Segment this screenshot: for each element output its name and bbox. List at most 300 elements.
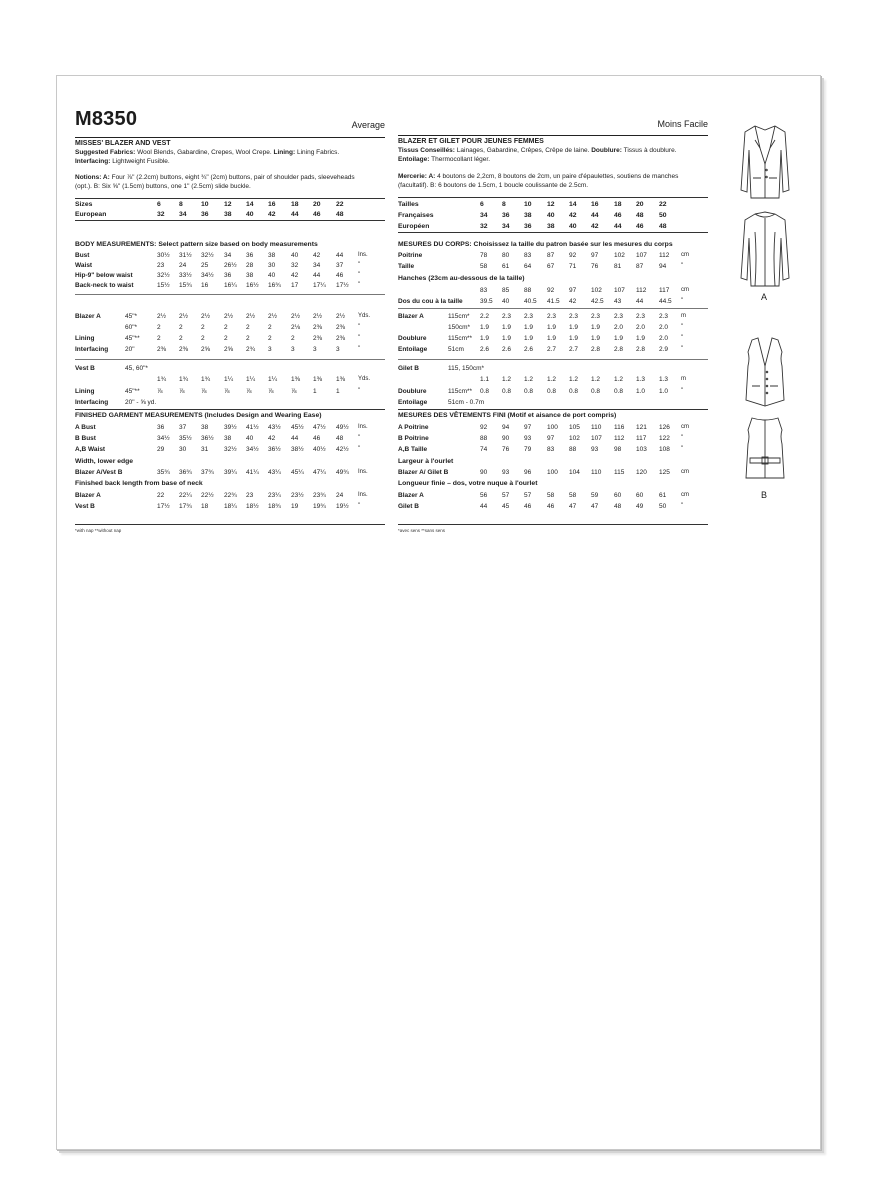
european-row-value: 38 xyxy=(224,211,232,218)
yardage-row-value: 2 xyxy=(246,335,250,342)
interfacing-label-fr: Entoilage: xyxy=(398,155,430,163)
finished-row-value: 45½ xyxy=(291,424,304,431)
yardage-row-fr-fabric-width: 51cm xyxy=(448,346,464,353)
body-row-value: 42 xyxy=(291,272,299,279)
finished-row-fr-value: 97 xyxy=(524,424,532,431)
garment-title-fr: BLAZER ET GILET POUR JEUNES FEMMES xyxy=(398,135,708,145)
length-row-fr-value: 49 xyxy=(636,503,644,510)
yardage-row-value: 2⅜ xyxy=(336,335,346,342)
body-row-fr-value: 80 xyxy=(502,252,510,259)
yardage-row-value: 2 xyxy=(246,324,250,331)
european-row-value: 34 xyxy=(179,211,187,218)
length-row-fr-value: 50 xyxy=(659,503,667,510)
hip-row-fr-value: 92 xyxy=(547,287,555,294)
yardage-row-fr-label: Entoilage xyxy=(398,346,428,353)
yardage-row-value: 2 xyxy=(179,324,183,331)
notions-line1: Four ⅞" (2.2cm) buttons, eight ¾" (2cm) buttons, pair of shoulder pads, sleeveheads xyxy=(111,174,355,181)
yardage-row-fr-value: 2.7 xyxy=(547,346,557,353)
length-row-fr-label: Blazer A xyxy=(398,492,424,499)
yardage-row-fr-value: 1.9 xyxy=(591,324,601,331)
body-row-value: 30 xyxy=(268,262,276,269)
lining-label-fr: Doublure: xyxy=(591,147,622,154)
length-row-value: 18 xyxy=(201,503,209,510)
hip-header-fr: Hanches (23cm au-dessous de la taille) xyxy=(398,275,525,282)
finished-row-value: 36 xyxy=(157,424,165,431)
finished-row-value: 39½ xyxy=(224,424,237,431)
finished-row-unit: " xyxy=(358,446,361,452)
width-row-value: 47¼ xyxy=(313,469,326,476)
yardage-row-value: 2⅝ xyxy=(201,346,211,353)
width-row-value: 35¾ xyxy=(157,469,170,476)
body-row-value: 23 xyxy=(157,262,165,269)
europeen-row-value: 34 xyxy=(502,223,510,230)
body-row-value: 15½ xyxy=(157,282,170,289)
width-row-label: Blazer A/Vest B xyxy=(75,469,123,476)
length-row-value: 22 xyxy=(157,492,165,499)
body-row-value: 37 xyxy=(336,262,344,269)
finished-row-fr xyxy=(398,434,708,443)
difficulty-level-fr: Moins Facile xyxy=(657,119,708,129)
finished-row-value: 35½ xyxy=(179,435,192,442)
body-row-value: 34 xyxy=(224,252,232,259)
body-row-value: 32 xyxy=(291,262,299,269)
vest-values-row-value: 1¾ xyxy=(179,376,189,383)
body-row-value: 28 xyxy=(246,262,254,269)
tailles-row xyxy=(398,200,708,209)
yardage-row-fr-value: 2.3 xyxy=(524,313,534,320)
yardage-row-value: 2⅜ xyxy=(313,335,323,342)
finished-row-fr-value: 105 xyxy=(569,424,580,431)
sizes-row-label: Sizes xyxy=(75,201,93,208)
gilet-values-row-fr-value: 1.2 xyxy=(547,376,557,383)
vest-row-label: Vest B xyxy=(75,365,95,372)
length-row-value: 18¾ xyxy=(268,503,281,510)
yardage-row-fr-value: 1.9 xyxy=(524,335,534,342)
francaises-row-value: 44 xyxy=(591,212,599,219)
yardage-row-fabric-width: 45"* xyxy=(125,313,138,320)
yardage-row-fr-label: Blazer A xyxy=(398,313,424,320)
yardage-row-fr-value: 1.9 xyxy=(636,335,646,342)
yardage-row-fr-value: 2.7 xyxy=(569,346,579,353)
width-row-value: 37¾ xyxy=(201,469,214,476)
length-row-fr-label: Gilet B xyxy=(398,503,419,510)
vest-values-row-unit: Yds. xyxy=(358,376,371,382)
yardage-row-value: 2 xyxy=(268,324,272,331)
finished-row-value: 31 xyxy=(201,446,209,453)
finished-row-value: 30 xyxy=(179,446,187,453)
hip-row-fr-value: 117 xyxy=(659,287,670,294)
width-row-value: 43¼ xyxy=(268,469,281,476)
body-row-fr-value: 58 xyxy=(480,263,488,270)
length-row-fr-value: 57 xyxy=(524,492,532,499)
width-row-fr-value: 100 xyxy=(547,469,558,476)
body-row-unit: Ins. xyxy=(358,252,368,258)
body-row-value: 30½ xyxy=(157,252,170,259)
yardage-row-value: 3 xyxy=(313,346,317,353)
bottom-rule-fr xyxy=(398,524,708,525)
yardage-row-value: 2 xyxy=(157,335,161,342)
body-row-unit: " xyxy=(358,282,361,288)
notions-label-fr: Mercerie: A: xyxy=(398,173,436,180)
length-row-value: 24 xyxy=(336,492,344,499)
finished-row-value: 36½ xyxy=(268,446,281,453)
interfacing-text: Lightweight Fusible. xyxy=(112,157,170,165)
width-row-fr-value: 104 xyxy=(569,469,580,476)
yardage-row-fr-value: 2.6 xyxy=(524,346,534,353)
body-row-value: 17½ xyxy=(336,282,349,289)
yardage-row-fr-value: 1.9 xyxy=(480,324,490,331)
europeen-row-value: 44 xyxy=(614,223,622,230)
finished-row-fr-value: 83 xyxy=(547,446,555,453)
length-row-fr-value: 45 xyxy=(502,503,510,510)
yardage-row-value: 2⅜ xyxy=(157,346,167,353)
yardage-row-fr-value: 1.9 xyxy=(524,324,534,331)
yardage-row-fr xyxy=(398,345,708,354)
gilet-values-row-fr-value: 1.2 xyxy=(569,376,579,383)
europeen-row-value: 42 xyxy=(591,223,599,230)
body-row-fr-value: 83 xyxy=(524,252,532,259)
gilet-doublure-row-fr-value: 0.8 xyxy=(591,388,601,395)
finished-row-value: 38½ xyxy=(291,446,304,453)
finished-row xyxy=(75,445,385,454)
yardage-row-fr-unit: " xyxy=(681,324,684,330)
gilet-values-row-fr-value: 1.2 xyxy=(502,376,512,383)
fabrics-text: Wool Blends, Gabardine, Crepes, Wool Crepe. xyxy=(137,149,272,156)
francaises-row xyxy=(398,211,708,220)
yardage-row xyxy=(75,323,385,332)
body-row-fr-value: 64 xyxy=(524,263,532,270)
finished-measurements-header-fr: MESURES DES VÊTEMENTS FINI (Motif et aisance de port compris) xyxy=(398,412,617,419)
back-row-fr-value: 44 xyxy=(636,298,644,305)
yardage-row-fr xyxy=(398,312,708,321)
finished-row-fr-unit: cm xyxy=(681,424,689,430)
europeen-row-value: 48 xyxy=(659,223,667,230)
yardage-row-fr-value: 2.3 xyxy=(614,313,624,320)
width-row-fr-value: 93 xyxy=(502,469,510,476)
gilet-entoilage-row-fr-fabric-width: 51cm - 0.7m xyxy=(448,399,485,406)
yardage-row-value: 2½ xyxy=(246,313,256,320)
europeen-row-value: 40 xyxy=(569,223,577,230)
finished-row-fr-value: 112 xyxy=(614,435,625,442)
yardage-row-fr-value: 2.6 xyxy=(502,346,512,353)
body-row-fr-value: 81 xyxy=(614,263,622,270)
back-row-fr-value: 41.5 xyxy=(547,298,560,305)
length-row-value: 23¾ xyxy=(313,492,326,499)
gilet-row-fr-label: Gilet B xyxy=(398,365,419,372)
finished-row-fr-value: 97 xyxy=(547,435,555,442)
yardage-row-fr-value: 2.2 xyxy=(480,313,490,320)
gilet-doublure-row-fr-value: 0.8 xyxy=(547,388,557,395)
tailles-row-value: 6 xyxy=(480,201,484,208)
francaises-row-value: 50 xyxy=(659,212,667,219)
finished-row-value: 47½ xyxy=(313,424,326,431)
width-row-fr-value: 110 xyxy=(591,469,602,476)
back-row-fr-value: 39.5 xyxy=(480,298,493,305)
length-row-fr-value: 58 xyxy=(569,492,577,499)
body-row-value: 32½ xyxy=(157,272,170,279)
body-row-fr-value: 71 xyxy=(569,263,577,270)
body-row-fr xyxy=(398,262,708,271)
length-row-fr-value: 59 xyxy=(591,492,599,499)
back-row-fr-value: 40.5 xyxy=(524,298,537,305)
gilet-values-row-fr-value: 1.2 xyxy=(614,376,624,383)
footnote-fr: *avec sens **sans sens xyxy=(398,528,446,533)
vest-rule-fr xyxy=(398,359,708,360)
view-b-label: B xyxy=(761,490,768,500)
lining-label: Lining: xyxy=(273,149,296,156)
finished-row-fr-label: A,B Taille xyxy=(398,446,428,453)
yardage-row-fr-value: 2.3 xyxy=(502,313,512,320)
yardage-row-value: 3 xyxy=(291,346,295,353)
finished-row-value: 49½ xyxy=(336,424,349,431)
length-row-fr-value: 44 xyxy=(480,503,488,510)
vest-values-row xyxy=(75,375,385,384)
length-row-fr-value: 46 xyxy=(524,503,532,510)
sizes-row-value: 22 xyxy=(336,201,344,208)
body-row-value: 25 xyxy=(201,262,209,269)
hip-row-fr-value: 107 xyxy=(614,287,625,294)
european-row-label: European xyxy=(75,211,107,218)
garment-title: MISSES' BLAZER AND VEST xyxy=(75,137,385,147)
finished-row-fr-value: 93 xyxy=(591,446,599,453)
vest-back-drawing xyxy=(740,414,790,486)
yardage-row xyxy=(75,334,385,343)
finished-row-label: B Bust xyxy=(75,435,96,442)
yardage-row-value: 2½ xyxy=(157,313,167,320)
gilet-values-row-fr-value: 1.3 xyxy=(636,376,646,383)
finished-row-label: A Bust xyxy=(75,424,96,431)
body-row-fr-value: 76 xyxy=(591,263,599,270)
finished-row-fr-value: 122 xyxy=(659,435,670,442)
yardage-row-value: 2 xyxy=(179,335,183,342)
yardage-row-value: 2 xyxy=(201,335,205,342)
yardage-row-fr-unit: " xyxy=(681,346,684,352)
length-row-value: 22¾ xyxy=(224,492,237,499)
sizes-row-value: 20 xyxy=(313,201,321,208)
body-row-fr-label: Taille xyxy=(398,263,415,270)
length-row-fr-value: 46 xyxy=(547,503,555,510)
yardage-row-unit: " xyxy=(358,324,361,330)
yardage-row-label: Blazer A xyxy=(75,313,101,320)
gilet-doublure-row-fr-label: Doublure xyxy=(398,388,427,395)
yardage-row-value: 2 xyxy=(157,324,161,331)
body-row-value: 34½ xyxy=(201,272,214,279)
yardage-row-fr-unit: m xyxy=(681,313,686,319)
notions-line2-fr: (facultatif). B: 6 boutons de 1.5cm, 1 boucle coulissante de 2.5cm. xyxy=(398,181,589,189)
vest-lining-row-value: ⅞ xyxy=(246,388,252,395)
fabrics-block xyxy=(75,149,385,166)
hip-row-fr-value: 112 xyxy=(636,287,647,294)
length-row-fr-value: 56 xyxy=(480,492,488,499)
notions-line1-fr: 4 boutons de 2,2cm, 8 boutons de 2cm, un paire d'épaulettes, soutiens de manches xyxy=(437,173,679,180)
length-row-label: Blazer A xyxy=(75,492,101,499)
tailles-row-value: 18 xyxy=(614,201,622,208)
fabrics-label-fr: Tissus Conseillés: xyxy=(398,147,455,154)
tailles-row-value: 14 xyxy=(569,201,577,208)
sizes-row-value: 6 xyxy=(157,201,161,208)
yardage-row-value: 2⅛ xyxy=(291,324,301,331)
length-row-value: 23 xyxy=(246,492,254,499)
sizes-top-rule-fr xyxy=(398,197,708,198)
hip-row-fr-value: 88 xyxy=(524,287,532,294)
width-row-unit: Ins. xyxy=(358,469,368,475)
body-row-fr-value: 107 xyxy=(636,252,647,259)
vest-interfacing-row xyxy=(75,398,385,407)
yardage-row-fr-fabric-width: 115cm** xyxy=(448,335,473,342)
yardage-row-value: 2 xyxy=(201,324,205,331)
body-row-value: 16½ xyxy=(246,282,259,289)
finished-row xyxy=(75,434,385,443)
body-row-value: 16¼ xyxy=(224,282,237,289)
body-row xyxy=(75,251,385,260)
francaises-row-value: 40 xyxy=(547,212,555,219)
body-row-value: 36 xyxy=(246,252,254,259)
body-row-value: 15¾ xyxy=(179,282,192,289)
gilet-entoilage-row-fr xyxy=(398,398,708,407)
body-row-value: 17 xyxy=(291,282,299,289)
yardage-row-fr-value: 2.0 xyxy=(659,324,669,331)
body-row-value: 31½ xyxy=(179,252,192,259)
vest-values-row-value: 1⅜ xyxy=(313,376,323,383)
tailles-row-value: 16 xyxy=(591,201,599,208)
body-row-label: Back-neck to waist xyxy=(75,282,134,289)
finished-row-value: 37 xyxy=(179,424,187,431)
finished-row-fr-value: 117 xyxy=(636,435,647,442)
body-row-value: 44 xyxy=(313,272,321,279)
notions-label: Notions: A: xyxy=(75,174,110,181)
pattern-number: M8350 xyxy=(75,108,138,130)
length-row-fr-unit: " xyxy=(681,503,684,509)
interfacing-label: Interfacing: xyxy=(75,157,111,165)
finished-row-label: A,B Waist xyxy=(75,446,106,453)
width-row-value: 45¼ xyxy=(291,469,304,476)
gilet-values-row-fr-value: 1.1 xyxy=(480,376,490,383)
finished-row-fr-value: 74 xyxy=(480,446,488,453)
europeen-row-value: 36 xyxy=(524,223,532,230)
length-row xyxy=(75,502,385,511)
yardage-row-fabric-width: 20" xyxy=(125,346,135,353)
finished-row-fr-value: 76 xyxy=(502,446,510,453)
body-row-value: 17¼ xyxy=(313,282,326,289)
europeen-row-value: 38 xyxy=(547,223,555,230)
tailles-row-value: 8 xyxy=(502,201,506,208)
yardage-row-fr-value: 2.9 xyxy=(659,346,669,353)
body-row xyxy=(75,281,385,290)
back-row-fr-value: 42.5 xyxy=(591,298,604,305)
pattern-sheet xyxy=(56,75,821,1150)
sizes-row-value: 14 xyxy=(246,201,254,208)
width-row-fr-value: 125 xyxy=(659,469,670,476)
vest-row-fabric-width: 45, 60"* xyxy=(125,365,148,372)
gilet-values-row-fr-value: 1.3 xyxy=(659,376,669,383)
body-row-value: 24 xyxy=(179,262,187,269)
yardage-row-value: 2⅜ xyxy=(336,324,346,331)
yardage-row-fabric-width: 45"** xyxy=(125,335,140,342)
yardage-row-fr xyxy=(398,334,708,343)
vest-lining-row-value: ⅞ xyxy=(224,388,230,395)
width-row xyxy=(75,468,385,477)
hip-row-fr-value: 97 xyxy=(569,287,577,294)
back-row-fr xyxy=(398,297,708,306)
gilet-values-row-fr-value: 1.2 xyxy=(591,376,601,383)
gilet-doublure-row-fr-value: 0.8 xyxy=(569,388,579,395)
body-row-fr-value: 78 xyxy=(480,252,488,259)
finished-row-value: 36½ xyxy=(201,435,214,442)
length-header-fr: Longueur finie – dos, votre nuque à l'ourlet xyxy=(398,480,538,487)
finished-row-fr-unit: " xyxy=(681,446,684,452)
yardage-row-value: 3 xyxy=(268,346,272,353)
gilet-values-row-fr-unit: m xyxy=(681,376,686,382)
yardage-row-unit: " xyxy=(358,346,361,352)
length-row-unit: " xyxy=(358,503,361,509)
gilet-doublure-row-fr-fabric-width: 115cm** xyxy=(448,388,473,395)
francaises-row-value: 38 xyxy=(524,212,532,219)
body-row-fr-value: 112 xyxy=(659,252,670,259)
gilet-doublure-row-fr-value: 0.8 xyxy=(480,388,490,395)
finished-row-value: 40 xyxy=(246,435,254,442)
body-row-label: Hip-9" below waist xyxy=(75,272,133,279)
vest-values-row-value: 1¼ xyxy=(224,376,234,383)
footnote: *with nap **without nap xyxy=(75,528,122,533)
vest-values-row-value: 1¼ xyxy=(246,376,256,383)
width-row-fr-value: 96 xyxy=(524,469,532,476)
back-row-fr-value: 42 xyxy=(569,298,577,305)
length-row-label: Vest B xyxy=(75,503,95,510)
vest-lining-row-fabric-width: 45"** xyxy=(125,388,140,395)
finished-row-fr-value: 100 xyxy=(547,424,558,431)
length-row-unit: Ins. xyxy=(358,492,368,498)
hip-row-fr-value: 83 xyxy=(480,287,488,294)
gilet-row-fr-fabric-width: 115, 150cm* xyxy=(448,365,485,372)
yardage-row-fabric-width: 60"* xyxy=(125,324,138,331)
finished-row-fr-label: B Poitrine xyxy=(398,435,429,442)
width-row-value: 36¾ xyxy=(179,469,192,476)
body-row-label: Bust xyxy=(75,252,90,259)
body-row-fr-value: 61 xyxy=(502,263,510,270)
finished-row-fr-value: 98 xyxy=(614,446,622,453)
yardage-row-value: 2⅝ xyxy=(224,346,234,353)
gilet-values-row-fr xyxy=(398,375,708,384)
vest-values-row-value: 1⅜ xyxy=(291,376,301,383)
yardage-row-fr-value: 2.8 xyxy=(636,346,646,353)
gilet-row-fr xyxy=(398,364,708,373)
width-header: Width, lower edge xyxy=(75,458,134,465)
finished-rule-fr xyxy=(398,409,708,410)
fabrics-text-fr: Lainages, Gabardine, Crêpes, Crêpe de laine. xyxy=(456,147,590,154)
length-row-value: 19 xyxy=(291,503,299,510)
body-row xyxy=(75,261,385,270)
length-row-fr xyxy=(398,502,708,511)
finished-row-fr-value: 94 xyxy=(502,424,510,431)
finished-row-fr-value: 88 xyxy=(480,435,488,442)
body-row-fr-value: 87 xyxy=(547,252,555,259)
european-row-value: 46 xyxy=(313,211,321,218)
yardage-row-fr-value: 2.8 xyxy=(614,346,624,353)
finished-row-fr-value: 90 xyxy=(502,435,510,442)
body-row-value: 34 xyxy=(313,262,321,269)
european-row-value: 44 xyxy=(291,211,299,218)
difficulty-level: Average xyxy=(351,120,385,130)
finished-row-value: 29 xyxy=(157,446,165,453)
vest-lining-row-value: ⅞ xyxy=(268,388,274,395)
tailles-row-value: 20 xyxy=(636,201,644,208)
body-row-value: 33½ xyxy=(179,272,192,279)
notions-block-fr xyxy=(398,173,708,190)
finished-row-value: 42 xyxy=(268,435,276,442)
finished-row-fr-value: 93 xyxy=(524,435,532,442)
body-row-unit: " xyxy=(358,262,361,268)
finished-row-fr-value: 88 xyxy=(569,446,577,453)
